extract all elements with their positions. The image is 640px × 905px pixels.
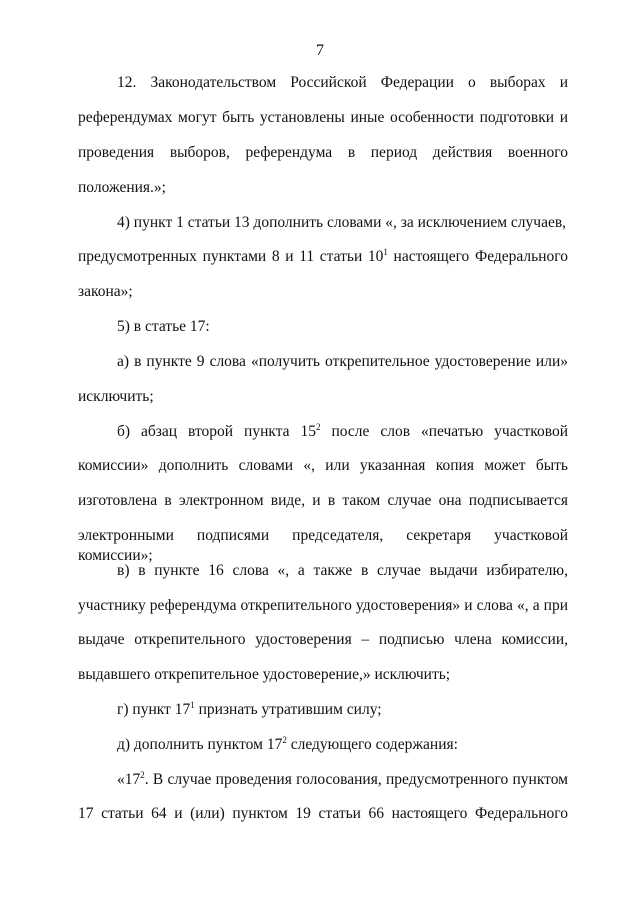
text-line xyxy=(117,422,568,442)
text-line xyxy=(117,700,568,720)
text-line: закона»; xyxy=(78,283,133,300)
text-line: положения.»; xyxy=(78,179,166,196)
text-fragment: настоящего Федерального xyxy=(387,248,568,265)
text-line: выдаче открепительного удостоверения – подписью члена комиссии, xyxy=(78,631,568,648)
text-line: исключить; xyxy=(78,388,154,405)
text-line: 17 статьи 64 и (или) пунктом 19 статьи 66 настоящего Федерального xyxy=(78,805,568,822)
text-fragment: . В случае проведения голосования, предусмотренного пунктом xyxy=(144,771,568,788)
superscript: 2 xyxy=(316,422,321,432)
text-line xyxy=(117,735,568,755)
text-line: в) в пункте 16 слова «, а также в случае выдачи избирателю, xyxy=(117,562,568,579)
page-number: 7 xyxy=(316,42,324,59)
text-line: 4) пункт 1 статьи 13 дополнить словами «, за исключением случаев, xyxy=(117,214,567,231)
text-line: 12. Законодательством Российской Федерации о выборах и xyxy=(117,74,568,91)
text-line: а) в пункте 9 слова «получить открепительное удостоверение или» xyxy=(117,353,568,370)
text-line xyxy=(78,247,568,267)
text-line: проведения выборов, референдума в период действия военного xyxy=(78,144,568,161)
text-line: 5) в статье 17: xyxy=(117,318,210,335)
text-fragment: б) абзац второй пункта 15 xyxy=(117,423,316,440)
text-line: изготовлена в электронном виде, и в таком случае она подписывается xyxy=(78,492,568,509)
text-fragment: «17 xyxy=(117,771,141,788)
superscript: 1 xyxy=(190,700,195,710)
text-fragment: г) пункт 17 xyxy=(117,701,191,718)
text-fragment: предусмотренных пунктами 8 и 11 статьи 10 xyxy=(78,248,384,265)
text-line xyxy=(117,770,568,790)
superscript: 2 xyxy=(282,735,287,745)
text-fragment: д) дополнить пунктом 17 xyxy=(117,736,283,753)
text-line: референдумах могут быть установлены иные особенности подготовки и xyxy=(78,109,568,126)
text-fragment: признать утратившим силу; xyxy=(194,701,382,718)
superscript: 2 xyxy=(140,770,145,780)
text-line: комиссии» дополнить словами «, или указанная копия может быть xyxy=(78,457,568,474)
text-fragment: следующего содержания: xyxy=(286,736,458,753)
text-fragment: после слов «печатью участковой xyxy=(320,423,568,440)
superscript: 1 xyxy=(383,247,388,257)
text-line: выдавшего открепительное удостоверение,» исключить; xyxy=(78,666,451,683)
text-line: участнику референдума открепительного удостоверения» и слова «, а при xyxy=(78,597,568,614)
text-line: электронными подписями председателя, секретаря участковой комиссии»; xyxy=(78,527,568,564)
